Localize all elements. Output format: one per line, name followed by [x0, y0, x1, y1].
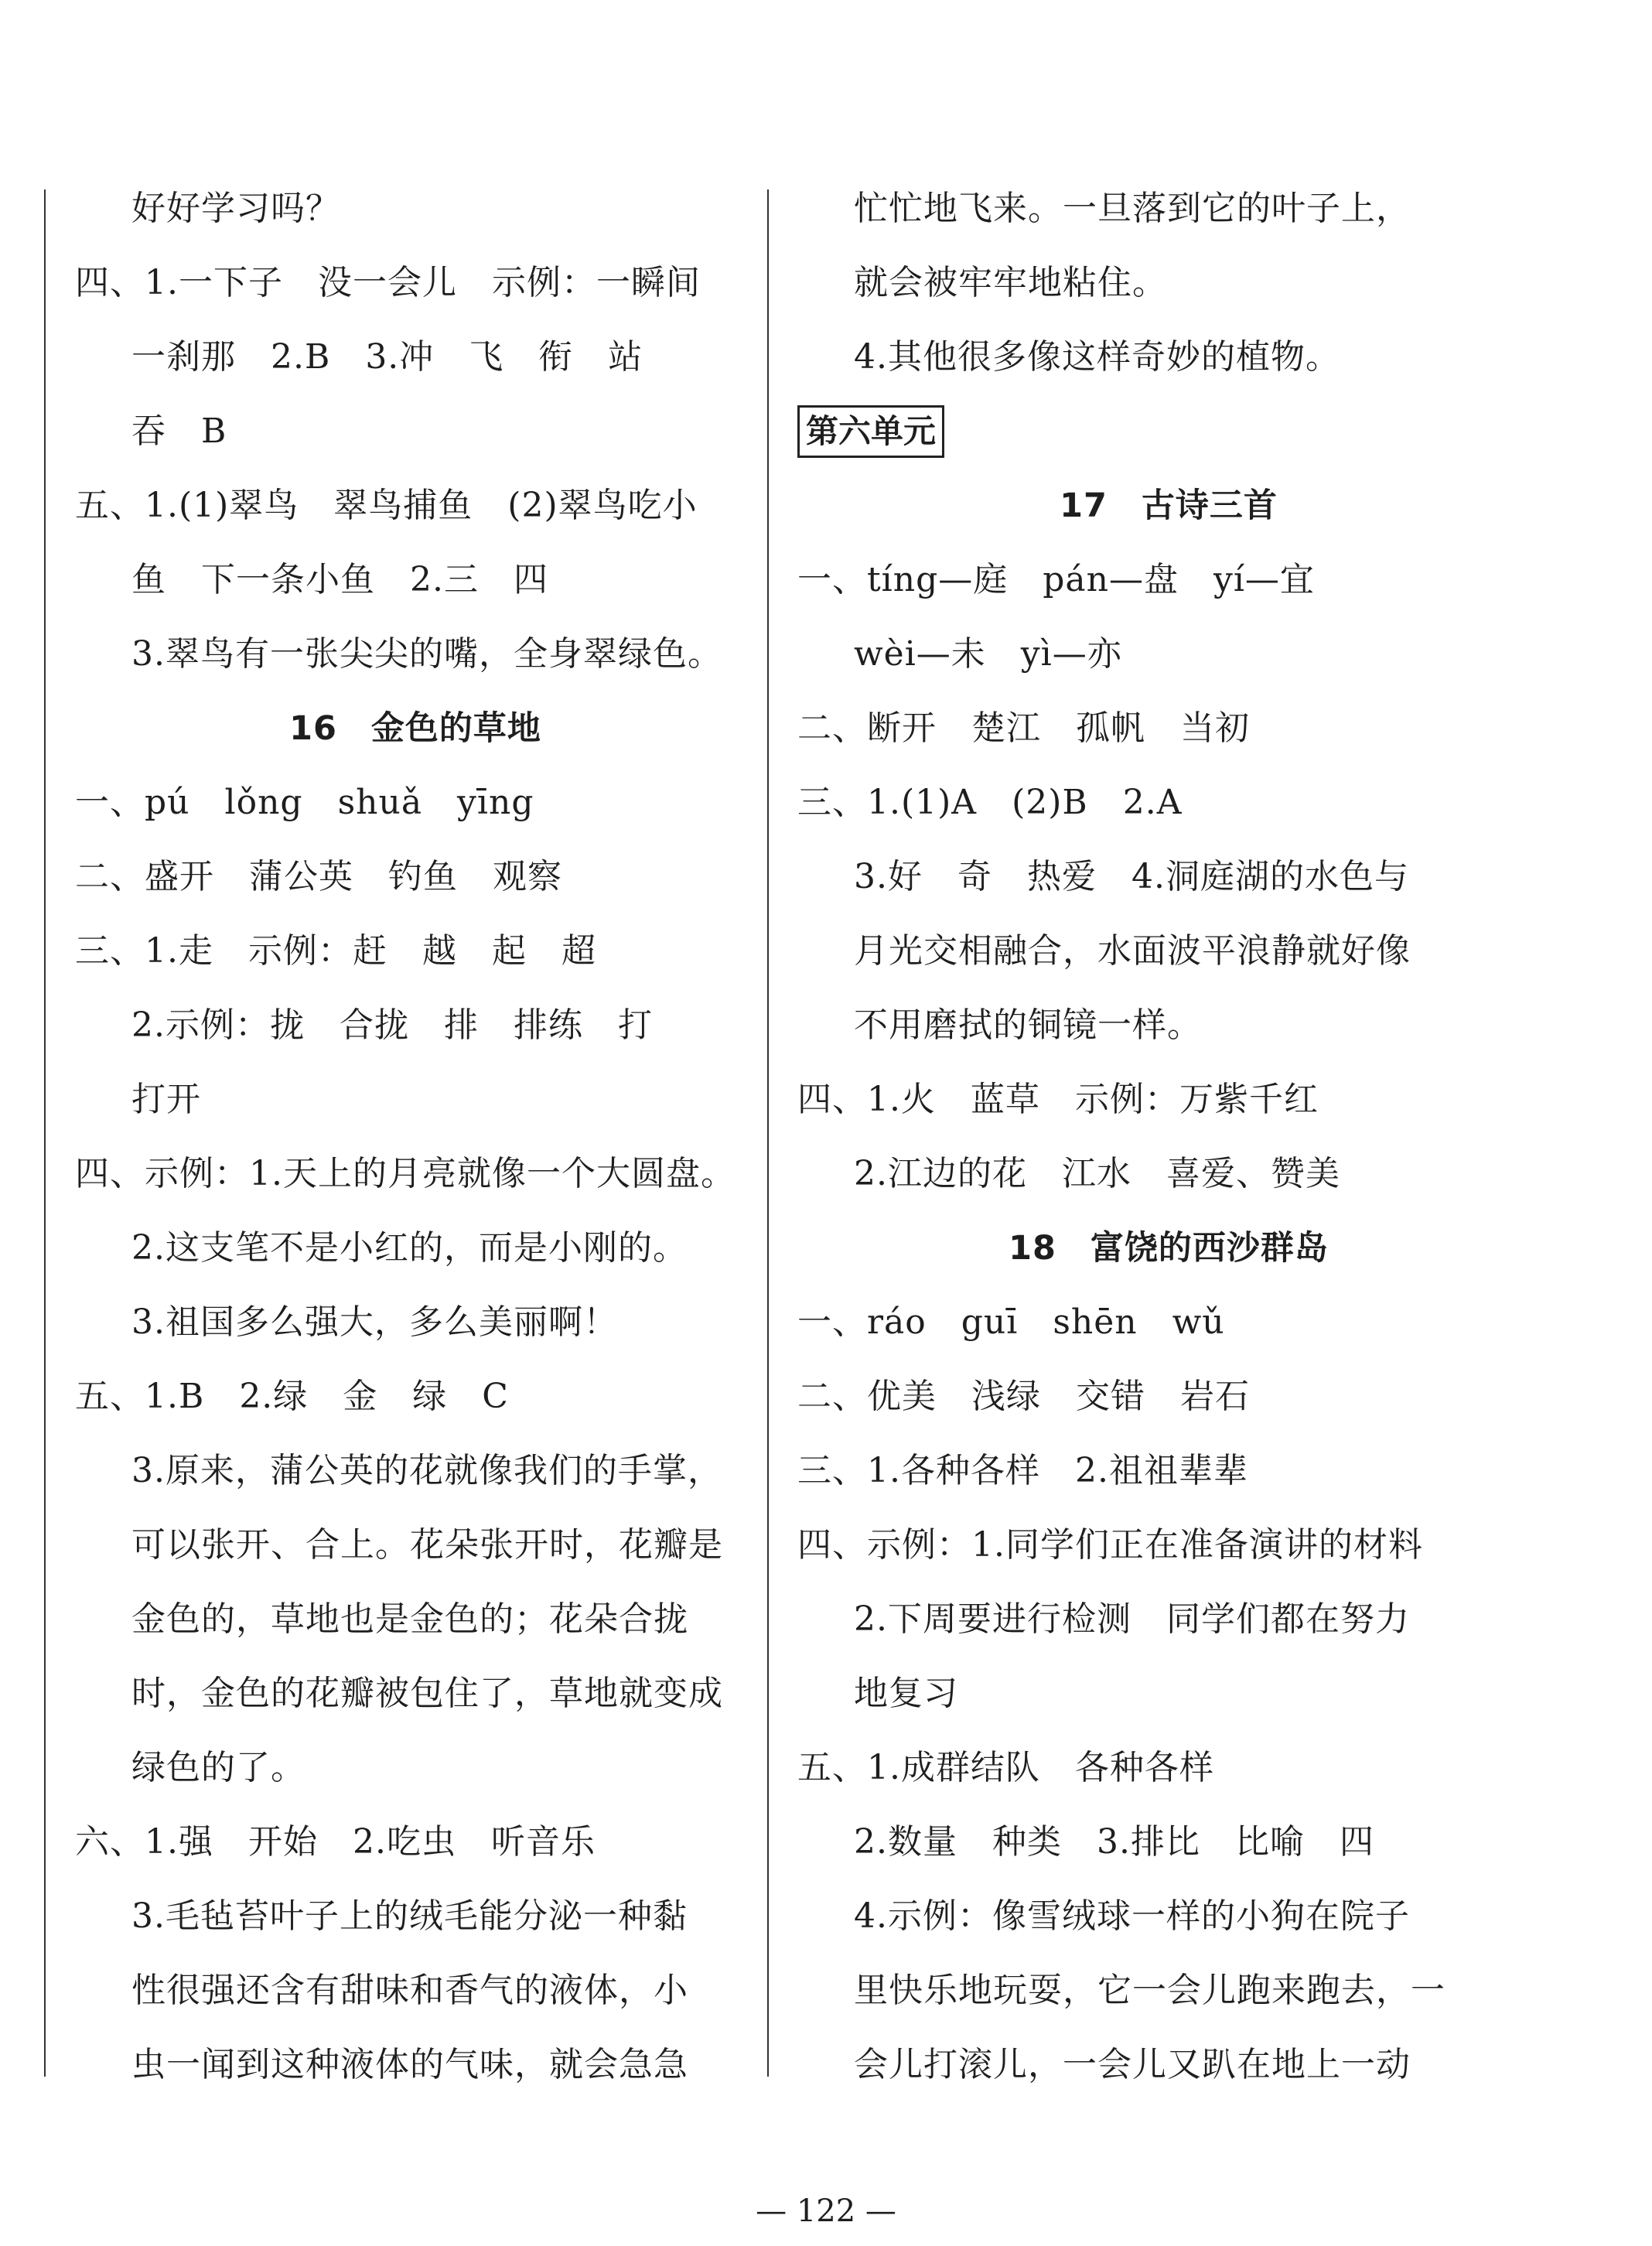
answer-line: 4.其他很多像这样奇妙的植物。 — [854, 337, 1340, 377]
answer-line: 五、1.成群结队 各种各样 — [797, 1748, 1214, 1787]
answer-line: 二、断开 楚江 孤帆 当初 — [797, 708, 1250, 748]
answer-line: 绿色的了。 — [131, 1748, 305, 1787]
answer-line: 就会被牢牢地粘住。 — [854, 263, 1167, 302]
right-column — [797, 172, 1540, 2102]
lesson-title: 18 富饶的西沙群岛 — [1009, 1229, 1329, 1268]
answer-line: 2.下周要进行检测 同学们都在努力 — [854, 1599, 1410, 1639]
answer-line: 2.示例：拢 合拢 排 排练 打 — [131, 1005, 653, 1045]
answer-line: 虫一闻到这种液体的气味，就会急急 — [131, 2045, 688, 2084]
answer-line: 2.这支笔不是小红的，而是小刚的。 — [131, 1228, 688, 1268]
answer-line: 好好学习吗？ — [131, 189, 340, 228]
answer-line: 3.原来，蒲公英的花就像我们的手掌， — [131, 1451, 722, 1490]
answer-line: 一、ráo guī shēn wǔ — [797, 1302, 1225, 1342]
unit-heading-row — [797, 394, 1540, 469]
answer-line: 4.示例：像雪绒球一样的小狗在院子 — [854, 1896, 1410, 1936]
answer-line: 五、1.(1)翠鸟 翠鸟捕鱼 (2)翠鸟吃小 — [75, 486, 698, 525]
answer-line: 月光交相融合，水面波平浪静就好像 — [854, 931, 1411, 971]
left-margin-rule — [44, 189, 46, 2077]
answer-line: wèi—未 yì—亦 — [854, 634, 1122, 674]
answer-line: 2.江边的花 江水 喜爱、赞美 — [854, 1154, 1340, 1193]
answer-line: 一、tíng—庭 pán—盘 yí—宜 — [797, 560, 1315, 599]
answer-line: 一、pú lǒng shuǎ yīng — [75, 783, 534, 822]
answer-line: 五、1.B 2.绿 金 绿 C — [75, 1377, 509, 1416]
answer-line: 一刹那 2.B 3.冲 飞 衔 站 — [131, 337, 643, 377]
answer-line: 二、盛开 蒲公英 钓鱼 观察 — [75, 857, 562, 896]
answer-line: 吞 B — [131, 411, 227, 451]
answer-line: 四、1.火 蓝草 示例：万紫千红 — [797, 1080, 1319, 1119]
unit-heading: 第六单元 — [797, 405, 944, 458]
answer-line: 四、示例：1.同学们正在准备演讲的材料 — [797, 1525, 1423, 1565]
answer-line: 三、1.(1)A (2)B 2.A — [797, 783, 1183, 822]
answer-line: 里快乐地玩耍，它一会儿跑来跑去，一 — [854, 1971, 1446, 2010]
answer-line: 打开 — [131, 1080, 201, 1119]
answer-line: 2.数量 种类 3.排比 比喻 四 — [854, 1822, 1374, 1862]
answer-line: 性很强还含有甜味和香气的液体，小 — [131, 1971, 688, 2010]
answer-line: 金色的，草地也是金色的；花朵合拢 — [131, 1599, 688, 1639]
answer-line: 3.毛毡苔叶子上的绒毛能分泌一种黏 — [131, 1896, 688, 1936]
lesson-title: 17 古诗三首 — [1060, 486, 1278, 525]
answer-line: 三、1.各种各样 2.祖祖辈辈 — [797, 1451, 1248, 1490]
answer-line: 地复习 — [854, 1674, 958, 1713]
answer-line: 3.翠鸟有一张尖尖的嘴，全身翠绿色。 — [131, 634, 722, 674]
answer-line: 二、优美 浅绿 交错 岩石 — [797, 1377, 1250, 1416]
answer-line: 时，金色的花瓣被包住了，草地就变成 — [131, 1674, 723, 1713]
answer-line: 会儿打滚儿，一会儿又趴在地上一动 — [854, 2045, 1411, 2084]
answer-line: 忙忙地飞来。一旦落到它的叶子上， — [854, 189, 1411, 228]
answer-line: 3.祖国多么强大，多么美丽啊！ — [131, 1302, 618, 1342]
column-divider-rule — [767, 189, 769, 2077]
answer-line: 四、示例：1.天上的月亮就像一个大圆盘。 — [75, 1154, 736, 1193]
lesson-title: 16 金色的草地 — [289, 709, 541, 748]
page-number: — 122 — — [756, 2193, 896, 2229]
answer-line: 可以张开、合上。花朵张开时，花瓣是 — [131, 1525, 723, 1565]
answer-line: 六、1.强 开始 2.吃虫 听音乐 — [75, 1822, 596, 1862]
answer-line: 3.好 奇 热爱 4.洞庭湖的水色与 — [854, 857, 1409, 896]
answer-line: 不用磨拭的铜镜一样。 — [854, 1005, 1202, 1045]
answer-line: 三、1.走 示例：赶 越 起 超 — [75, 931, 596, 971]
left-column — [75, 172, 756, 2102]
answer-line: 鱼 下一条小鱼 2.三 四 — [131, 560, 548, 599]
answer-line: 四、1.一下子 没一会儿 示例：一瞬间 — [75, 263, 701, 302]
